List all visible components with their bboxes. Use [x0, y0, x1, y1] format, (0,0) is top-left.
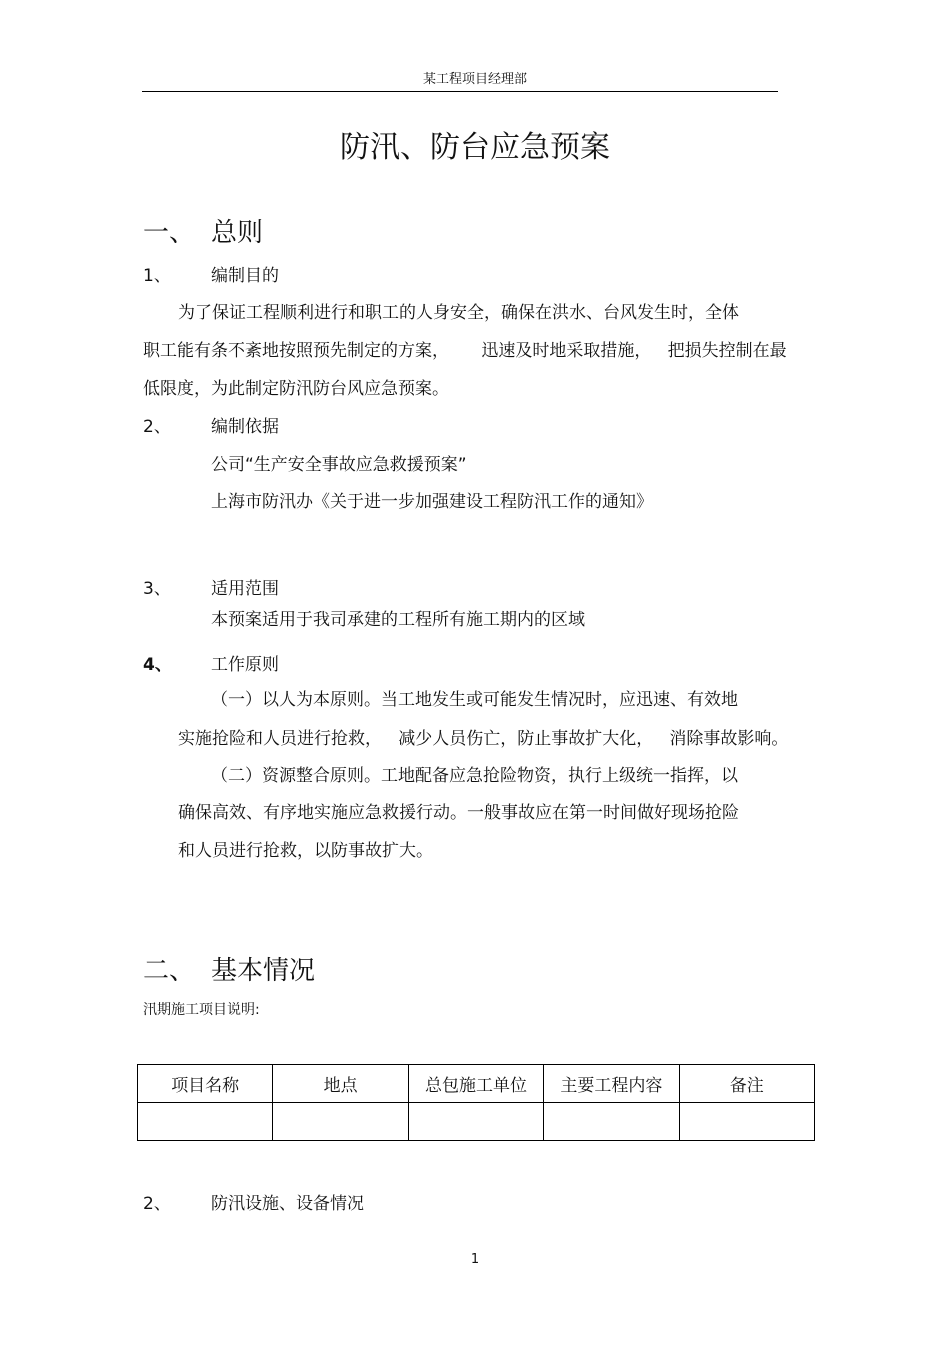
page-header: 某工程项目经理部: [422, 72, 527, 87]
item2-heading: 编制依据: [211, 417, 279, 437]
section1-heading: 总则: [211, 218, 264, 248]
table-header-cell: 总包施工单位: [408, 1065, 543, 1103]
section2-heading: 基本情况: [211, 956, 316, 986]
table-header-cell: 主要工程内容: [544, 1065, 679, 1103]
table-cell: [544, 1103, 679, 1141]
table-cell: [679, 1103, 814, 1141]
table-cell: [138, 1103, 273, 1141]
item1-heading: 编制目的: [211, 266, 279, 286]
table-header-cell: 地点: [273, 1065, 408, 1103]
item2-number: 2、: [143, 417, 171, 437]
sub2-number: 2、: [143, 1194, 171, 1214]
item4-heading: 工作原则: [211, 655, 279, 675]
purpose-line-1: 为了保证工程顺利进行和职工的人身安全，确保在洪水、台风发生时，全体: [178, 303, 739, 323]
item4-number: 4、: [143, 655, 172, 675]
item1-number: 1、: [143, 266, 171, 286]
table-cell: [273, 1103, 408, 1141]
table-header-row: [138, 1065, 815, 1103]
page-number: 1: [470, 1252, 480, 1267]
scope-line: 本预案适用于我司承建的工程所有施工期内的区域: [211, 610, 585, 630]
section2-number: 二、: [143, 956, 196, 986]
purpose-line-2: 职工能有条不紊地按照预先制定的方案， 迅速及时地采取措施， 把损失控制在最: [143, 341, 787, 361]
flood-season-note: 汛期施工项目说明:: [143, 1002, 260, 1018]
document-title: 防汛、防台应急预案: [340, 130, 610, 165]
section1-number: 一、: [143, 218, 196, 248]
principles-line-1: （一）以人为本原则。当工地发生或可能发生情况时，应迅速、有效地: [211, 690, 738, 710]
principles-line-5: 和人员进行抢救，以防事故扩大。: [178, 841, 433, 861]
item3-heading: 适用范围: [211, 579, 279, 599]
principles-line-4: 确保高效、有序地实施应急救援行动。一般事故应在第一时间做好现场抢险: [178, 803, 739, 823]
purpose-line-3: 低限度，为此制定防汛防台风应急预案。: [143, 379, 449, 399]
principles-line-3: （二）资源整合原则。工地配备应急抢险物资，执行上级统一指挥，以: [211, 766, 738, 786]
basis-line-2: 上海市防汛办《关于进一步加强建设工程防汛工作的通知》: [211, 492, 653, 512]
sub2-heading: 防汛设施、设备情况: [211, 1194, 364, 1214]
project-info-table: [137, 1064, 815, 1141]
item3-number: 3、: [143, 579, 171, 599]
table-cell: [408, 1103, 543, 1141]
table-header-cell: 项目名称: [138, 1065, 273, 1103]
table-row: [138, 1103, 815, 1141]
principles-line-2: 实施抢险和人员进行抢救， 减少人员伤亡，防止事故扩大化， 消除事故影响。: [178, 729, 789, 749]
basis-line-1: 公司“生产安全事故应急救援预案”: [211, 455, 467, 475]
header-rule: [142, 91, 778, 92]
table-header-cell: 备注: [679, 1065, 814, 1103]
